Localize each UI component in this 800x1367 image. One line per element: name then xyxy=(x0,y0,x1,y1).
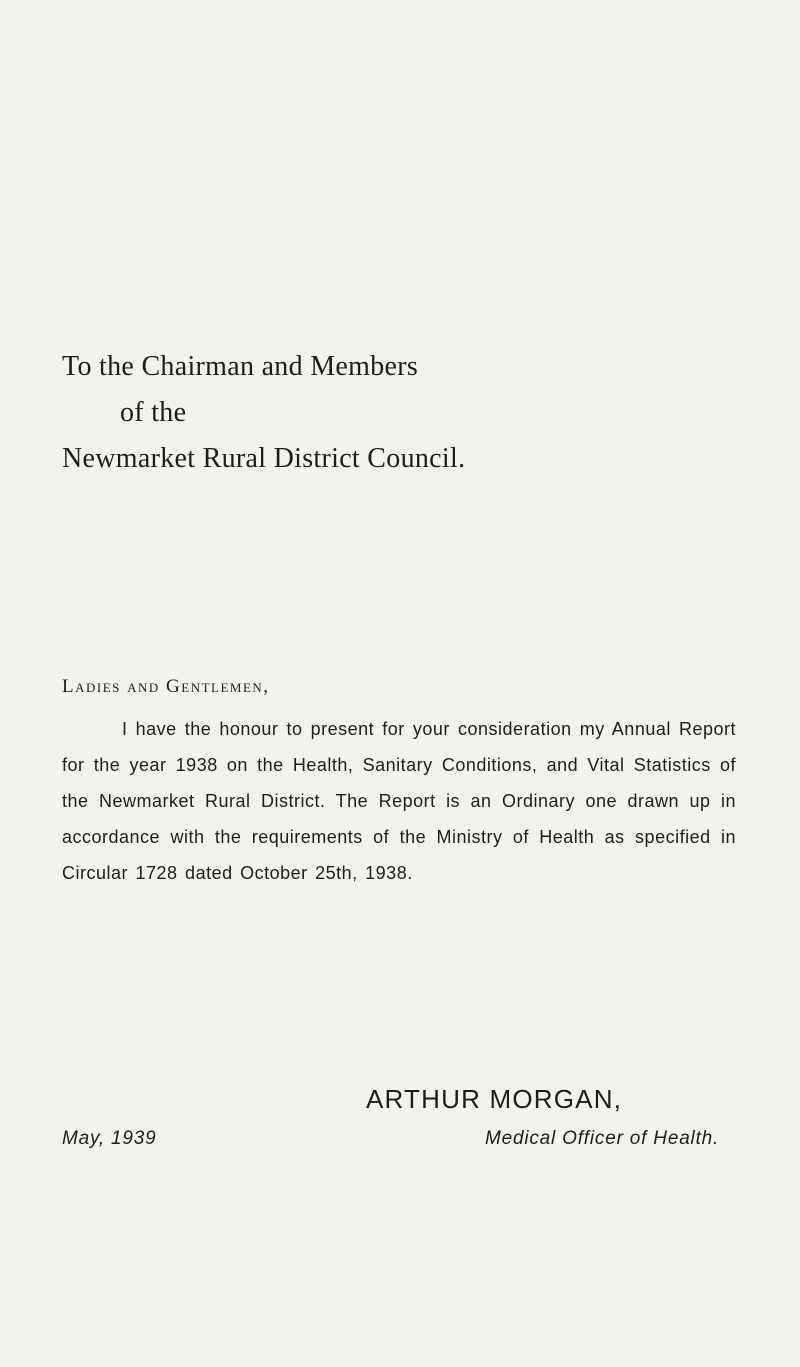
salutation-line-1: To the Chairman and Members xyxy=(62,351,419,382)
salutation xyxy=(62,344,662,482)
report-date: May, 1939 xyxy=(62,1128,157,1149)
signature-name: ARTHUR MORGAN, xyxy=(366,1084,623,1114)
address-greeting: Ladies and Gentlemen, xyxy=(62,676,270,697)
salutation-line-2: of the xyxy=(120,397,187,428)
signature-title: Medical Officer of Health. xyxy=(485,1128,720,1149)
report-body-paragraph: I have the honour to present for your consideration my Annual Report for the year 1938 on the Health, Sanitary Conditions, and Vital Statistics of the Newmarket Rural District. The Report is an Ordinary one drawn up in accordance with the requirements of the Ministry of Health as specified in Circular 1728 dated October 25th, 1938. xyxy=(62,719,736,883)
salutation-line-3: Newmarket Rural District Council. xyxy=(62,443,466,474)
